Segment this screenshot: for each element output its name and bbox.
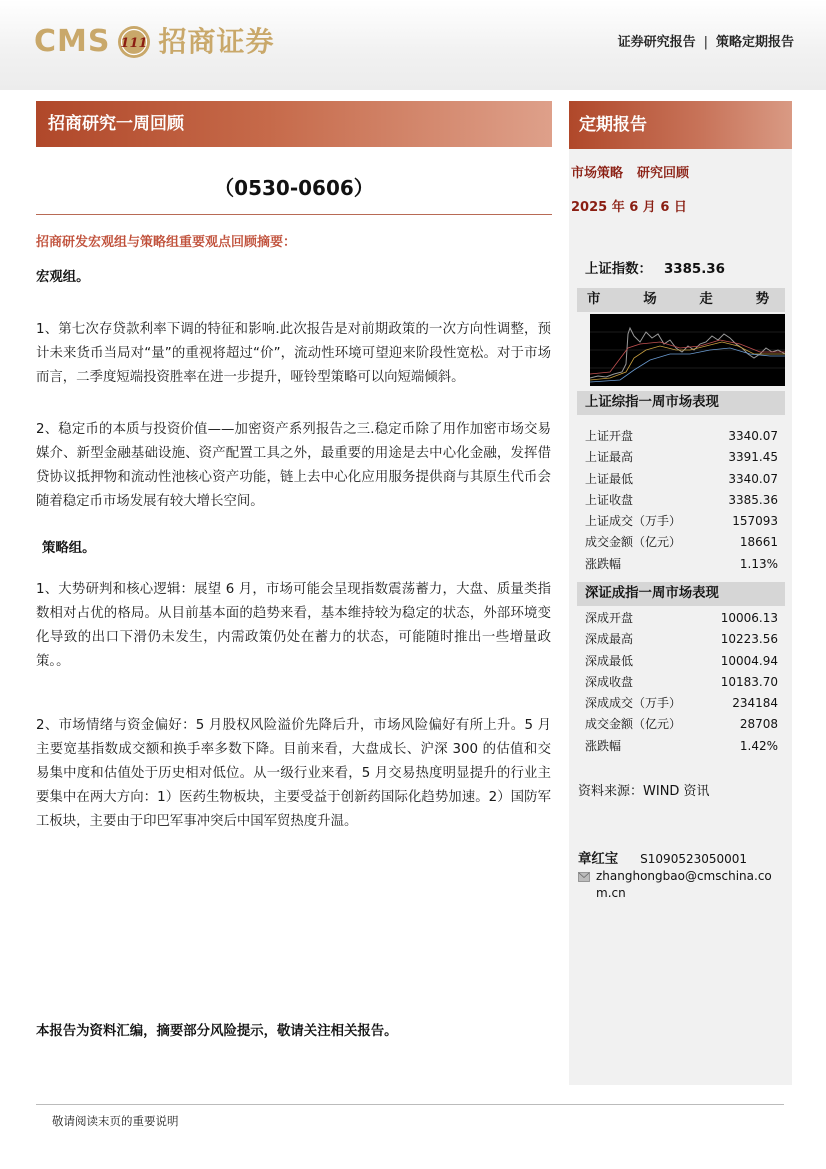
sh-index-line [585, 258, 725, 277]
summary-heading: 招商研发宏观组与策略组重要观点回顾摘要： [36, 235, 297, 250]
row-value: 10183.70 [720, 674, 778, 689]
row-label: 深成最高 [585, 632, 634, 647]
row-label: 上证成交（万手） [585, 514, 682, 529]
sh-weekly-table [585, 426, 778, 575]
table-row [585, 511, 778, 532]
row-label: 深成成交（万手） [585, 696, 682, 711]
row-label: 上证收盘 [585, 492, 634, 507]
table-row [585, 714, 778, 735]
strategy-paragraph-1: 1、大势研判和核心逻辑：展望 6 月，市场可能会呈现指数震荡蓄力，大盘、质量类指数相对占优的格局。从目前基本面的趋势来看，基本维持较为稳定的状态，外部环境变化导致的出口下滑仍未发生，内需政策仍处在蓄力的状态，可能随时推出一些增量政策。。 [36, 582, 551, 669]
table-row [585, 736, 778, 757]
row-label: 上证开盘 [585, 429, 634, 443]
table-row [585, 490, 778, 511]
analyst-email[interactable]: zhanghongbao@cmschina.com.cn [596, 869, 772, 900]
nav-strategy-report: 策略定期报告 [715, 35, 794, 50]
analyst-info [578, 848, 747, 867]
data-source: 资料来源：WIND 资讯 [578, 784, 710, 799]
row-label: 深成最低 [585, 653, 634, 668]
row-value: 1.13% [739, 556, 778, 571]
row-value: 3340.07 [728, 471, 778, 486]
report-date: 2025 年 6 月 6 日 [571, 200, 687, 215]
sz-weekly-header: 深证成指一周市场表现 [577, 582, 785, 606]
logo-badge-text: 111 [120, 36, 149, 51]
logo-cn-text: 招商证券 [158, 25, 275, 58]
row-label: 上证最低 [585, 471, 634, 486]
category-research-review: 研究回顾 [637, 166, 690, 181]
sz-weekly-table [585, 608, 778, 757]
row-value: 18661 [739, 535, 778, 550]
analyst-id: S1090523050001 [640, 852, 748, 866]
footer-note: 敬请阅读末页的重要说明 [52, 1114, 179, 1128]
logo-badge-icon [116, 24, 152, 60]
footer-divider [36, 1104, 784, 1105]
table-row [585, 469, 778, 490]
row-value: 10004.94 [720, 653, 778, 668]
sh-weekly-header: 上证综指一周市场表现 [577, 391, 785, 415]
row-value: 157093 [732, 514, 778, 529]
row-value: 234184 [732, 696, 778, 711]
macro-paragraph-2: 2、稳定币的本质与投资价值——加密资产系列报告之三.稳定币除了用作加密市场交易媒介、新型金融基础设施、资产配置工具之外，最重要的用途是去中心化金融，发挥借贷协议抵押物和流动性池核心资产功能，链上去中心化应用服务提供商与其原生代币会随着稳定币市场发展有较大增长空间。 [36, 422, 551, 509]
macro-paragraph-1: 1、第七次存贷款利率下调的特征和影响.此次报告是对前期政策的一次方向性调整，预计未来货币当局对“量”的重视将超过“价”，流动性环境可望迎来阶段性宽松。对于市场而言，二季度短端投资胜率在进一步提升，哑铃型策略可以向短端倾斜。 [36, 322, 551, 385]
table-row [585, 693, 778, 714]
trend-char: 市 [587, 292, 601, 307]
mail-icon [578, 872, 590, 882]
macro-heading: 宏观组。 [36, 270, 90, 285]
report-type: 定期报告 [579, 115, 647, 135]
trend-char: 走 [699, 292, 713, 307]
row-value: 1.42% [739, 738, 778, 753]
row-value: 3340.07 [728, 429, 778, 443]
table-row [585, 554, 778, 575]
table-row [585, 447, 778, 468]
row-label: 深成收盘 [585, 674, 634, 689]
nav-separator: | [703, 35, 708, 50]
table-row [585, 608, 778, 629]
row-value: 3385.36 [728, 492, 778, 507]
analyst-name: 章红宝 [578, 852, 619, 867]
analyst-email-row [578, 868, 788, 902]
row-label: 上证最高 [585, 450, 634, 465]
nav-research-report: 证券研究报告 [617, 35, 696, 50]
row-label: 成交金额（亿元） [585, 717, 682, 732]
table-row [585, 672, 778, 693]
category-market-strategy: 市场策略 [571, 166, 624, 181]
table-row [585, 629, 778, 650]
row-value: 10223.56 [720, 632, 778, 647]
sh-index-label: 上证指数： [585, 262, 652, 277]
sh-index-value: 3385.36 [663, 262, 725, 277]
table-row [585, 426, 778, 447]
table-row [585, 532, 778, 553]
row-value: 10006.13 [720, 611, 778, 625]
disclaimer: 本报告为资料汇编，摘要部分风险提示，敬请关注相关报告。 [36, 1024, 398, 1039]
cms-logo [34, 22, 275, 62]
row-label: 成交金额（亿元） [585, 535, 682, 550]
row-value: 3391.45 [728, 450, 778, 465]
table-row [585, 651, 778, 672]
trend-char: 场 [643, 292, 657, 307]
row-label: 涨跌幅 [585, 738, 622, 753]
header-nav [618, 31, 794, 50]
title-divider [36, 214, 552, 215]
row-label: 深成开盘 [585, 611, 634, 625]
date-range: （0530-0606） [214, 176, 374, 200]
row-label: 涨跌幅 [585, 556, 622, 571]
row-value: 28708 [739, 717, 778, 732]
logo-cms-text: CMS [34, 24, 111, 59]
strategy-paragraph-2: 2、市场情绪与资金偏好：5 月股权风险溢价先降后升，市场风险偏好有所上升。5 月主要宽基指数成交额和换手率多数下降。目前来看，大盘成长、沪深 300 的估值和交易集中度和估值处于历史相对低位。从一级行业来看，5 月交易热度明显提升的行业主要集中在两大方向：1）医药生物板块，主要受益于创新药国际化趋势加速。2）国防军工板块，主要由于印巴军事冲突后中国军贸热度升温。 [36, 718, 551, 829]
market-trend-chart [590, 314, 785, 386]
market-trend-header [577, 288, 785, 312]
strategy-heading: 策略组。 [42, 541, 96, 556]
page-title: 招商研究一周回顾 [48, 114, 184, 134]
trend-char: 势 [755, 292, 769, 307]
report-category [571, 162, 689, 181]
